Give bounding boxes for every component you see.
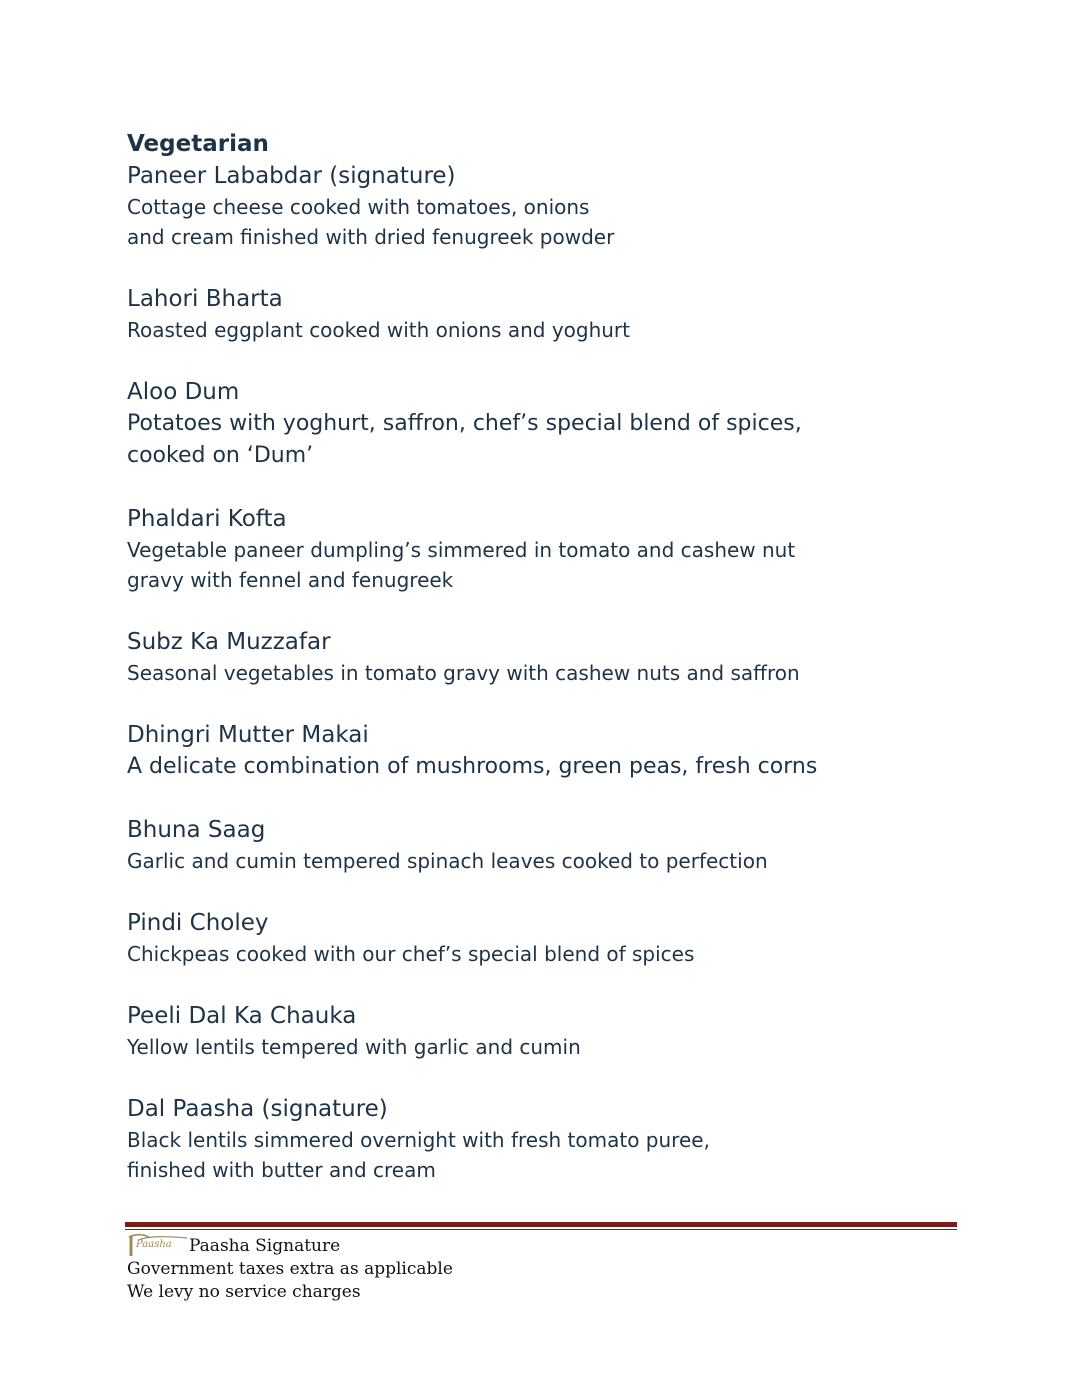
item-name: Dal Paasha (signature) <box>127 1096 388 1122</box>
item-description: Seasonal vegetables in tomato gravy with cashew nuts and saffron <box>127 661 800 685</box>
item-description: A delicate combination of mushrooms, green peas, fresh corns <box>127 754 818 779</box>
item-name: Bhuna Saag <box>127 817 266 843</box>
item-name: Aloo Dum <box>127 379 240 405</box>
item-description: Roasted eggplant cooked with onions and yoghurt <box>127 318 630 342</box>
item-name: Pindi Choley <box>127 910 269 936</box>
menu-item <box>127 503 947 595</box>
signature-label: Paasha Signature <box>189 1236 341 1256</box>
menu-item <box>127 283 947 345</box>
service-note: We levy no service charges <box>127 1282 361 1302</box>
logo-text: Paasha <box>136 1239 172 1250</box>
footer <box>127 1232 453 1304</box>
item-name: Paneer Lababdar (signature) <box>127 163 456 189</box>
footer-brand-row <box>127 1232 453 1258</box>
footer-divider-thick <box>125 1222 957 1227</box>
item-description: Black lentils simmered overnight with fresh tomato puree, finished with butter and cream <box>127 1128 710 1182</box>
menu-item <box>127 626 947 688</box>
item-description: Vegetable paneer dumpling’s simmered in tomato and cashew nut gravy with fennel and fenugreek <box>127 538 796 592</box>
menu-item <box>127 907 947 969</box>
item-name: Peeli Dal Ka Chauka <box>127 1003 357 1029</box>
menu-item <box>127 1093 947 1185</box>
menu-item <box>127 814 947 876</box>
footer-divider <box>125 1222 957 1230</box>
menu-item <box>127 719 947 783</box>
menu-item <box>127 376 947 472</box>
item-description: Yellow lentils tempered with garlic and cumin <box>127 1035 581 1059</box>
item-name: Lahori Bharta <box>127 286 283 312</box>
item-description: Potatoes with yoghurt, saffron, chef’s special blend of spices, cooked on ‘Dum’ <box>127 411 802 468</box>
section-title: Vegetarian <box>127 131 269 157</box>
item-description: Chickpeas cooked with our chef’s special blend of spices <box>127 942 695 966</box>
menu-item <box>127 1000 947 1062</box>
menu-content <box>127 128 947 1216</box>
menu-item <box>127 160 947 252</box>
item-name: Dhingri Mutter Makai <box>127 722 369 748</box>
item-description: Cottage cheese cooked with tomatoes, onions and cream finished with dried fenugreek powder <box>127 195 615 249</box>
paasha-logo-icon <box>127 1232 189 1258</box>
item-name: Phaldari Kofta <box>127 506 287 532</box>
item-name: Subz Ka Muzzafar <box>127 629 331 655</box>
taxes-note: Government taxes extra as applicable <box>127 1259 453 1279</box>
item-description: Garlic and cumin tempered spinach leaves cooked to perfection <box>127 849 768 873</box>
footer-divider-thin <box>125 1229 957 1230</box>
